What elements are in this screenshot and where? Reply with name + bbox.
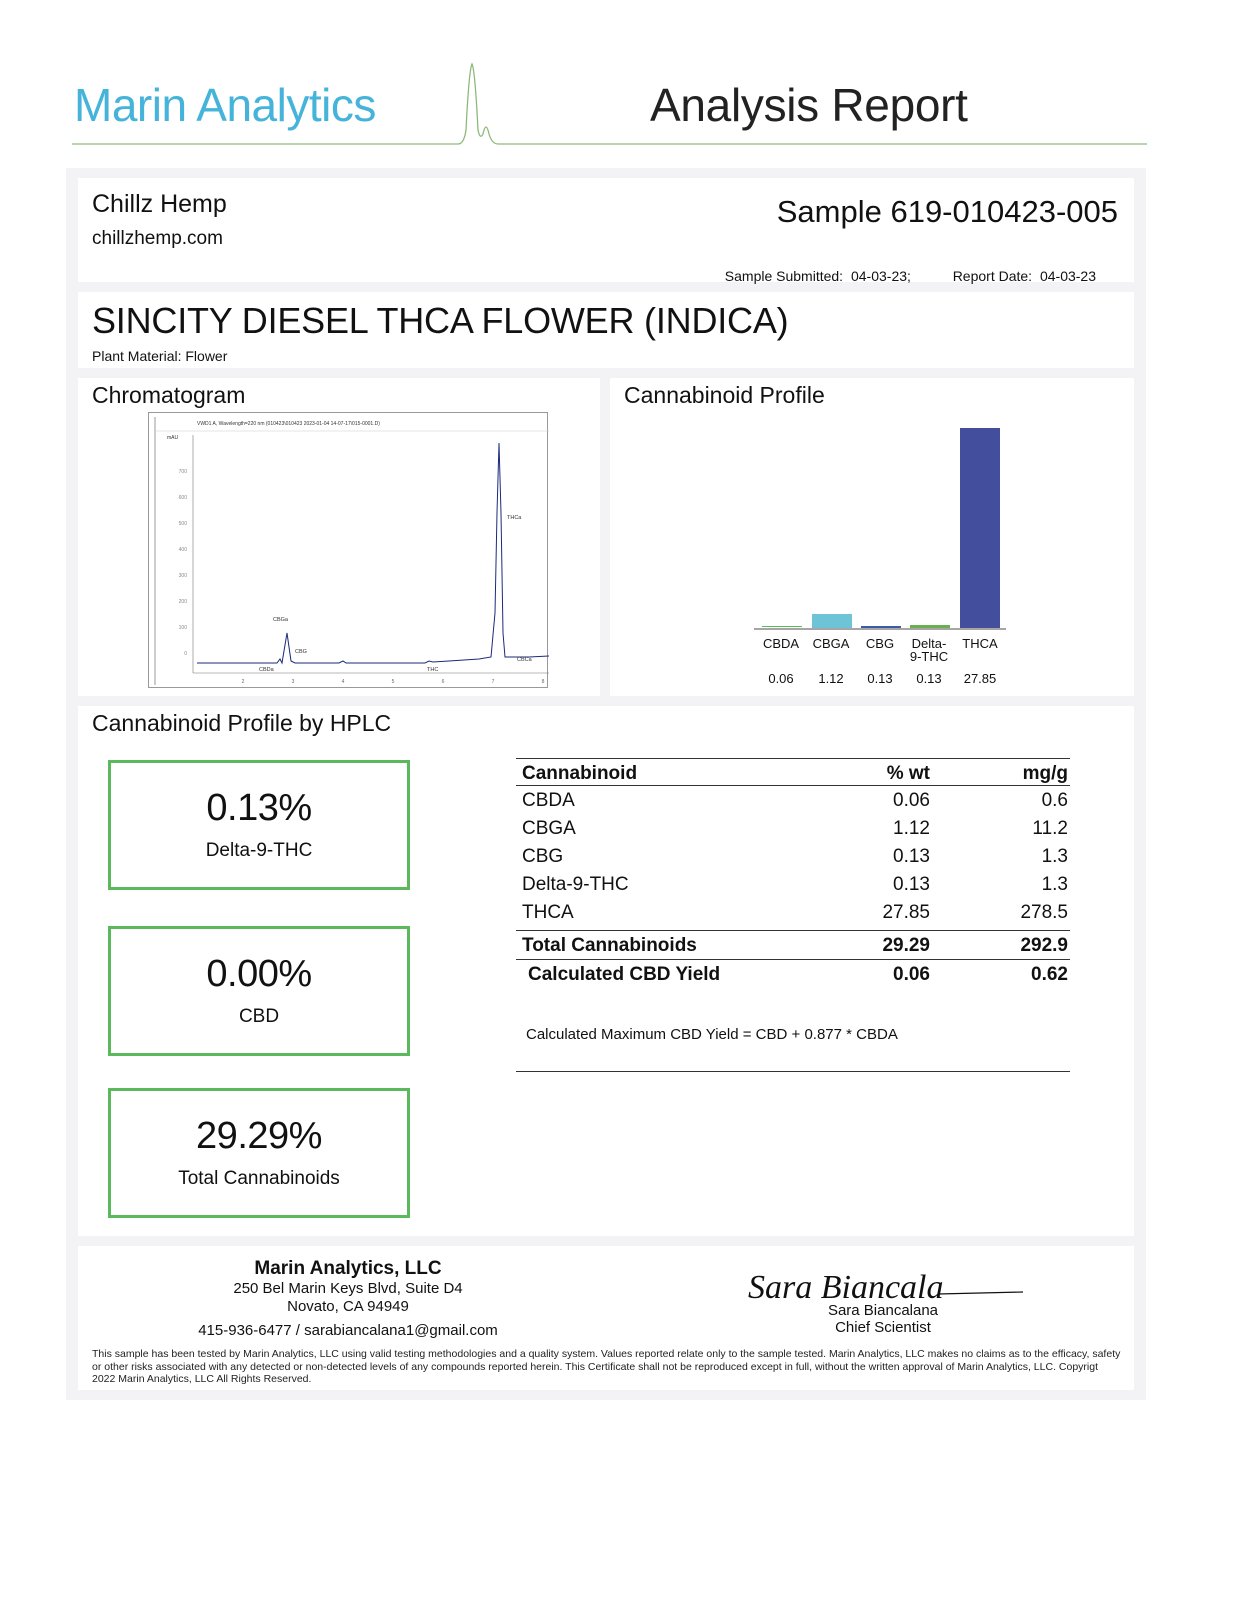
bar-delta9thc (910, 625, 950, 628)
svg-text:CBGA: CBGA (812, 636, 850, 651)
client-card (78, 178, 1134, 282)
table-row: CBGA 1.12 11.2 (522, 818, 1068, 839)
kpi-label: CBD (238, 1006, 280, 1027)
lab-address-line1: 250 Bel Marin Keys Blvd, Suite D4 (233, 1280, 463, 1297)
lab-name: Marin Analytics, LLC (254, 1258, 442, 1279)
signer-title: Chief Scientist (835, 1319, 931, 1336)
svg-text:500: 500 (178, 521, 187, 527)
chromatogram-header-text: VWD1 A, Wavelength=220 nm (010423\010423 2023-01-04 14-07-17\015-0001.D) (197, 421, 380, 427)
client-website: chillzhemp.com (92, 228, 223, 249)
submitted-label: Sample Submitted: (724, 268, 844, 284)
report-date-label: Report Date: (952, 268, 1033, 284)
svg-text:200: 200 (178, 599, 187, 605)
table-row: CBDA 0.06 0.6 (522, 790, 1068, 811)
cannabinoid-table (516, 758, 1070, 992)
svg-text:0.13: 0.13 (916, 671, 942, 686)
chromatogram-title: Chromatogram (92, 382, 246, 408)
sample-dates (721, 268, 1096, 284)
svg-text:2: 2 (241, 679, 245, 685)
table-header-row: Cannabinoid % wt mg/g (516, 758, 1070, 786)
svg-text:400: 400 (178, 547, 187, 553)
svg-text:Sara Biancala: Sara Biancala (748, 1269, 944, 1306)
kpi-value: 0.00% (206, 953, 312, 995)
bar-cbg (861, 626, 901, 628)
profile-chart-title: Cannabinoid Profile (624, 382, 825, 408)
submitted-value: 04-03-23; (850, 268, 911, 284)
table-bottom-rule (516, 1071, 1070, 1072)
svg-text:1.12: 1.12 (818, 671, 844, 686)
client-name: Chillz Hemp (92, 190, 227, 218)
svg-text:mAU: mAU (167, 435, 179, 441)
svg-text:7: 7 (491, 679, 495, 685)
kpi-label: Delta-9-THC (205, 840, 313, 861)
svg-text:8: 8 (541, 679, 545, 685)
svg-text:Delta-: Delta- (911, 636, 947, 651)
svg-text:0.06: 0.06 (768, 671, 794, 686)
report-header (72, 60, 1147, 150)
chromatogram-plot (148, 412, 548, 688)
svg-text:CBG: CBG (295, 649, 307, 655)
svg-text:CBDA: CBDA (762, 636, 800, 651)
lab-address-line2: Novato, CA 94949 (287, 1298, 409, 1315)
kpi-cbd (108, 926, 410, 1056)
svg-text:5: 5 (391, 679, 395, 685)
table-row: Delta-9-THC 0.13 1.3 (522, 874, 1068, 895)
cannabinoid-bar-chart (610, 378, 1134, 696)
svg-text:CBDa: CBDa (259, 667, 274, 673)
report-body (66, 168, 1146, 1400)
svg-text:3: 3 (291, 679, 295, 685)
product-card (78, 292, 1134, 368)
kpi-delta9-thc (108, 760, 410, 890)
svg-text:CBCa: CBCa (517, 657, 532, 663)
table-total-row: Total Cannabinoids 29.29 292.9 (516, 930, 1070, 960)
disclaimer-text: This sample has been tested by Marin Analytics, LLC using valid testing methodologies and a quality system. Values reported relate only to the sample tested. Marin Analytics, LLC makes no claims as to the efficacy, safety or other risks associated with any detected or non-detected levels of any compounds reported herein. This Certificate shall not be reproduced except in full, without the written approval of Marin Analytics, LLC. Copyrigt 2022 Marin Analytics, LLC All Rights Reserved. (92, 1348, 1121, 1385)
svg-text:CBG: CBG (865, 636, 895, 651)
lab-contact: 415-936-6477 / sarabiancalana1@gmail.com (198, 1322, 498, 1339)
svg-text:27.85: 27.85 (963, 671, 997, 686)
report-date-value: 04-03-23 (1039, 268, 1096, 284)
chromatogram-card (78, 378, 600, 696)
svg-text:6: 6 (441, 679, 445, 685)
kpi-value: 29.29% (196, 1115, 322, 1157)
svg-text:THCA: THCA (962, 636, 998, 651)
product-name: SINCITY DIESEL THCA FLOWER (INDICA) (92, 300, 789, 341)
signer-name: Sara Biancalana (827, 1302, 939, 1319)
kpi-total-cannabinoids (108, 1088, 410, 1218)
footer-card (78, 1246, 1134, 1390)
brand-name: Marin Analytics (74, 79, 376, 131)
svg-text:THC: THC (427, 667, 439, 673)
cbd-yield-formula: Calculated Maximum CBD Yield = CBD + 0.877 * CBDA (526, 1026, 898, 1043)
hplc-card (78, 706, 1134, 1236)
svg-text:600: 600 (178, 495, 187, 501)
table-yield-row: Calculated CBD Yield 0.06 0.62 (528, 964, 1068, 985)
kpi-value: 0.13% (206, 787, 312, 829)
bar-thca (960, 428, 1000, 628)
report-title: Analysis Report (650, 79, 968, 131)
table-row: THCA 27.85 278.5 (522, 902, 1068, 923)
kpi-label: Total Cannabinoids (178, 1168, 340, 1189)
lab-info (178, 1258, 518, 1339)
svg-text:100: 100 (178, 625, 187, 631)
svg-text:9-THC: 9-THC (909, 649, 949, 664)
svg-text:0.13: 0.13 (867, 671, 893, 686)
sample-id: Sample 619-010423-005 (776, 194, 1118, 229)
cannabinoid-profile-chart-card (610, 378, 1134, 696)
svg-text:300: 300 (178, 573, 187, 579)
hplc-title: Cannabinoid Profile by HPLC (92, 710, 392, 736)
bar-cbda (762, 626, 802, 627)
bar-cbga (812, 614, 852, 628)
svg-text:700: 700 (178, 469, 187, 475)
signer (778, 1302, 988, 1336)
svg-text:0: 0 (184, 651, 187, 657)
svg-text:CBGa: CBGa (273, 617, 288, 623)
plant-material: Plant Material: Flower (92, 348, 228, 364)
svg-text:4: 4 (341, 679, 345, 685)
svg-text:THCa: THCa (507, 515, 522, 521)
table-row: CBG 0.13 1.3 (522, 846, 1068, 867)
